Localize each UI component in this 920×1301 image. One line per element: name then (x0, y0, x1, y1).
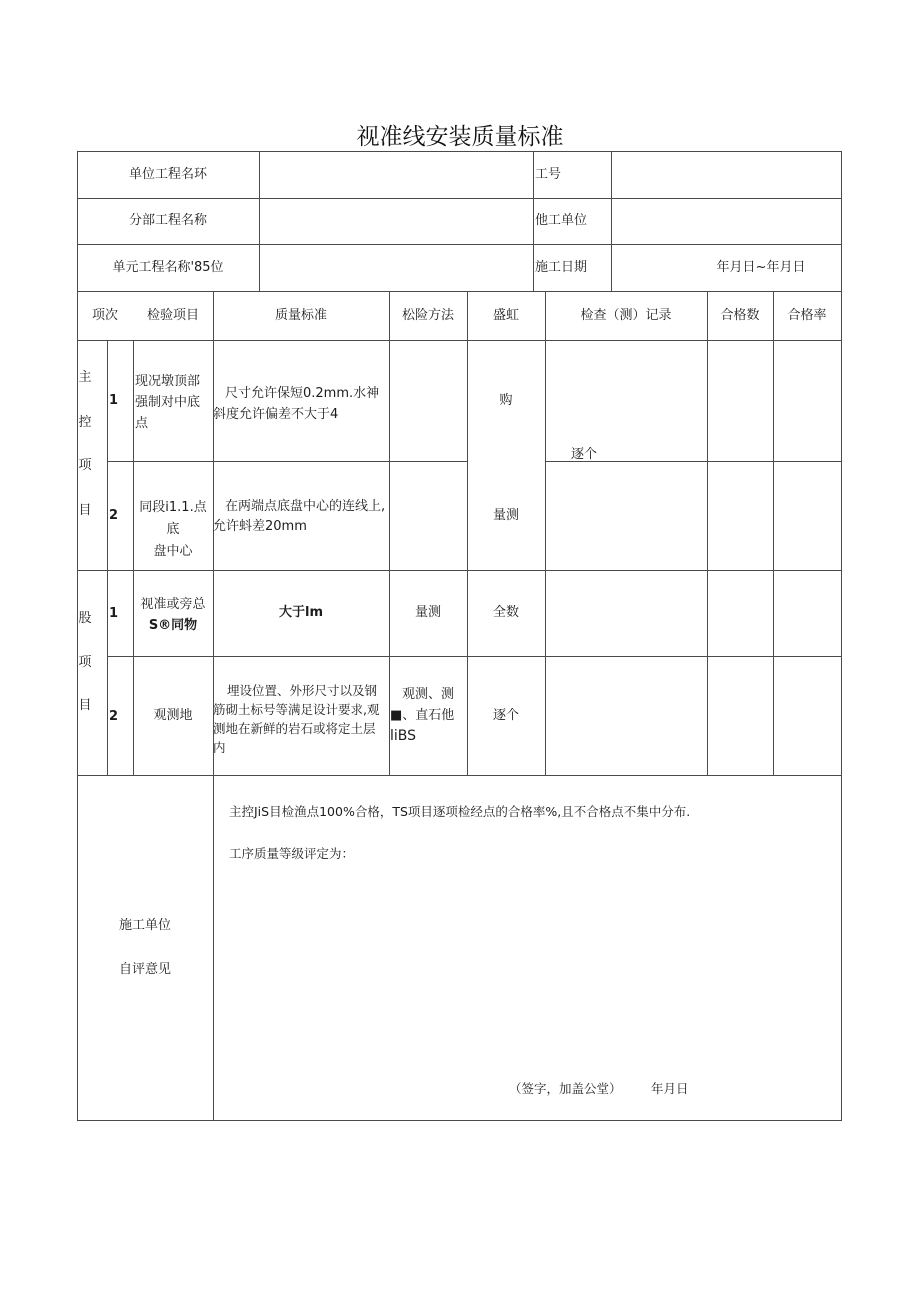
col-item-no: 项次 (91, 307, 118, 323)
main-row-1-standard: 尺寸允许保短0.2mm.水神 斜度允许偏差不大于4 (213, 386, 380, 422)
general-row-2-quantity: 逐个 (492, 707, 519, 723)
construction-unit-label: 他工单位 (535, 213, 588, 228)
unit-project-value[interactable] (259, 151, 533, 198)
element-project-label: 单元工程名称'85位 (112, 259, 224, 275)
self-eval-statement: 主控JiS目检渔点100%合格，TS项目逐项检经点的合格率%,且不合格点不集中分布. (229, 804, 691, 819)
work-no-label: 工号 (535, 166, 562, 182)
main-row-1-no: 1 (109, 393, 119, 408)
element-project-value[interactable] (259, 244, 533, 291)
main-row-1-item: 现况墩顶部 强制对中底 点 (135, 374, 201, 431)
general-row-1-method: 量测 (414, 605, 441, 620)
general-row-1-quantity: 全数 (492, 605, 519, 620)
general-row-2-standard: 埋设位置、外形尺寸以及钢 筋砌土标号等满足设计要求,观 测地在新鲜的岩石或将定土层 内 (213, 683, 380, 755)
general-row-1-item: 视准或旁总 S®同物 (140, 597, 206, 633)
col-method: 松险方法 (401, 307, 454, 323)
signature-date[interactable]: 年月日 (651, 1081, 689, 1096)
general-label-3: 目 (78, 698, 92, 713)
col-record: 检查（测）记录 (580, 307, 672, 323)
construction-date-label: 施工日期 (535, 259, 588, 275)
general-row-1-standard: 大于lm (278, 605, 323, 620)
self-eval-label-1: 施工单位 (118, 918, 171, 933)
unit-project-label: 单位工程名环 (128, 166, 207, 182)
main-control-label-3: 项 (78, 458, 92, 473)
quality-standard-table (77, 151, 842, 1121)
general-row-2-item: 观测地 (153, 707, 193, 723)
col-inspect-item: 检验项目 (146, 307, 199, 323)
main-control-quantity: 逐个 (570, 447, 597, 462)
self-eval-grade-label: 工序质量等级评定为： (229, 846, 355, 861)
general-label-1: 股 (78, 611, 92, 626)
general-row-2-method: 观测、测 ■、直石他 liBS (390, 687, 455, 744)
main-control-label-4: 目 (78, 503, 92, 518)
col-quantity: 盛虹 (492, 307, 519, 323)
main-row-2-item: 同段i1.1.点底 盘中心 (139, 500, 207, 559)
page-title: 视准线安装质量标准 (356, 124, 564, 150)
main-row-2-standard: 在两端点底盘中心的连线上, 允许蚪差20mm (213, 499, 386, 534)
general-row-2-no: 2 (109, 709, 119, 724)
general-row-1-no: 1 (109, 606, 119, 621)
main-control-label-2: 控 (78, 415, 92, 430)
construction-date-value[interactable]: 年月日~年月日 (716, 259, 806, 275)
signature-note: （签字，加盖公堂） (509, 1081, 622, 1096)
col-qualified-count: 合格数 (720, 307, 760, 323)
work-no-value[interactable] (611, 151, 841, 198)
col-pass-rate: 合格率 (787, 307, 827, 323)
construction-unit-value[interactable] (611, 198, 841, 244)
main-row-2-method: 量测 (492, 507, 519, 523)
main-control-label-1: 主 (78, 370, 92, 385)
main-row-1-method: 购 (499, 392, 513, 408)
self-eval-label-2: 自评意见 (118, 962, 171, 977)
col-quality-standard: 质量标准 (274, 307, 327, 323)
main-row-2-no: 2 (109, 508, 119, 523)
sub-project-value[interactable] (259, 198, 533, 244)
general-label-2: 项 (78, 655, 92, 670)
sub-project-label: 分部工程名称 (128, 213, 207, 228)
